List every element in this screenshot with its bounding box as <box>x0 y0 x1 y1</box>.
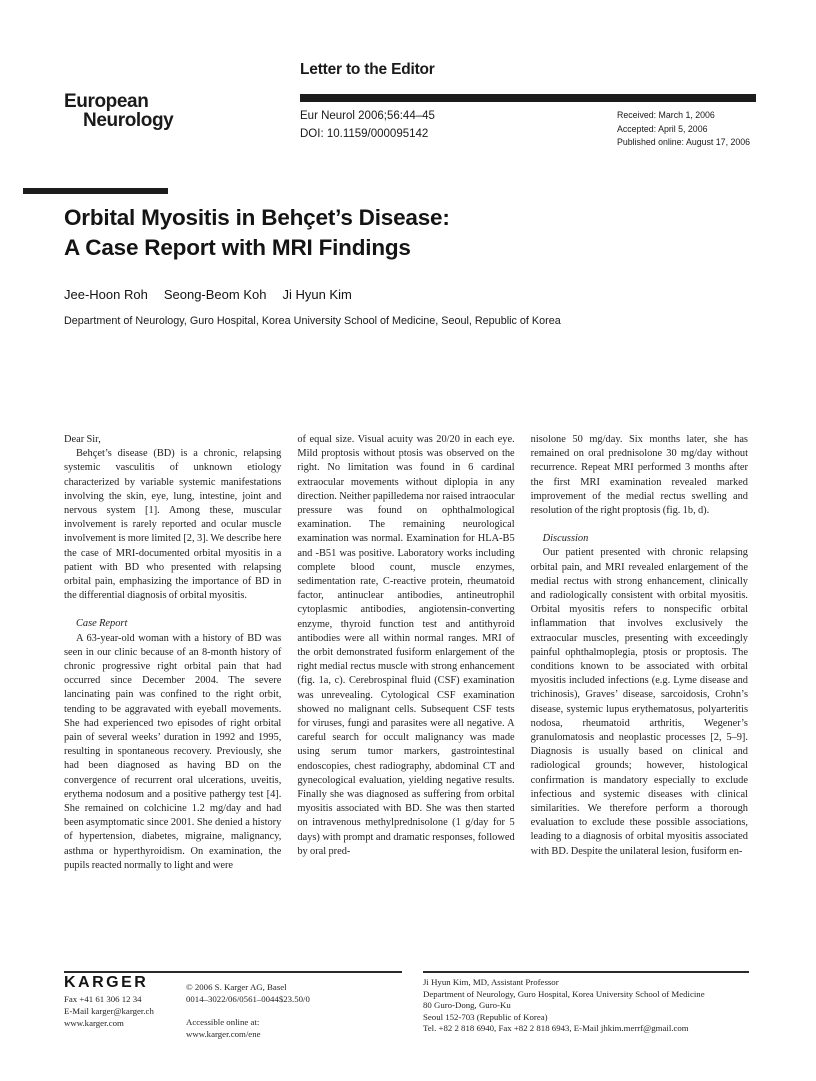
footer-spacer <box>186 1005 310 1016</box>
case-report-final-paragraph: nisolone 50 mg/day. Six months later, she has remained on oral prednisolone 30 mg/day without recurrence. Repeat MRI performed 3 months after the first MRI examination revealed marked improvement of the medial rectus swelling and resolution of the right proptosis (fig. 1b, d). <box>530 434 748 517</box>
discussion-heading: Discussion <box>542 533 589 545</box>
correspondent-city: Seoul 152-703 (Republic of Korea) <box>423 1011 548 1022</box>
online-access-label: Accessible online at: <box>186 1017 260 1027</box>
correspondence-block <box>423 977 705 1035</box>
correspondent-street: 80 Guro-Dong, Guro-Ku <box>423 1000 511 1010</box>
correspondent-department: Department of Neurology, Guro Hospital, Korea University School of Medicine <box>423 988 705 999</box>
journal-logo-line2: Neurology <box>83 110 174 131</box>
case-report-continued-paragraph: of equal size. Visual acuity was 20/20 in each eye. Mild proptosis without ptosis was observed on the right. No limitation was found in 6 cardinal extraocular movements without diplopia in any direction. Neither papilledema nor raised intraocular pressure was found on ophthalmological examination. The remaining neurological examination was normal. Examination for HLA-B5 and -B51 was positive. Laboratory works including complete blood count, muscle enzymes, sedimentation rate, C-reactive protein, rheumatoid factor, antinuclear antibodies, antineutrophil cytoplasmic antibodies, angiotensin-converting enzyme, thyroid function test and antithyroid antibodies were all within normal ranges. MRI of the orbit demonstrated fusiform enlargement of the right medial rectus muscle with strong enhancement (fig. 1a, c). Cerebrospinal fluid (CSF) examination was unrevealing. Cytological CSF examination showed no malignant cells. Subsequent CSF tests for viruses, fungi and parasites were all negative. A careful search for occult malignancy was made using serum tumor markers, gastrointestinal endoscopies, chest radiography, abdominal CT and gynecological evaluation, yielding negative results. Finally she was diagnosed as suffering from orbital myositis associated with BD. She was then started on intravenous methylprednisolone (1 g/day for 5 days) with prompt and dramatic responses, followed by oral pred- <box>297 434 515 857</box>
publisher-fax: Fax +41 61 306 12 34 <box>64 994 142 1004</box>
section-heading: Letter to the Editor <box>300 61 435 78</box>
article-dates-block <box>617 109 750 150</box>
doi-line: DOI: 10.1159/000095142 <box>300 127 429 140</box>
accepted-date: Accepted: April 5, 2006 <box>617 123 708 134</box>
publisher-email: E-Mail karger@karger.ch <box>64 1006 154 1016</box>
author-name: Jee-Hoon Roh <box>64 287 148 302</box>
citation-line: Eur Neurol 2006;56:44–45 <box>300 110 435 122</box>
correspondent-name: Ji Hyun Kim, MD, Assistant Professor <box>423 977 559 987</box>
footer-rule-right <box>423 971 749 973</box>
footer-rule-left <box>64 971 402 973</box>
author-affiliation: Department of Neurology, Guro Hospital, Korea University School of Medicine, Seoul, Republic of Korea <box>64 315 561 327</box>
intro-paragraph: Behçet’s disease (BD) is a chronic, relapsing systemic vasculitis of unknown etiology characterized by variable systemic manifestations involving the skin, eye, lung, intestine, joint and nervous system [1]. Among these, muscular involvement is rarely reported and ocular muscle involvement is more limited [2, 3]. We describe here the case of MRI-documented orbital myositis in a patient with BD who presented with relapsing orbital pain, emphasizing the importance of BD in the differential diagnosis of orbital myositis. <box>64 448 282 602</box>
article-title <box>64 203 450 263</box>
karger-logo: KARGER <box>64 974 149 991</box>
copyright-block <box>186 981 310 1040</box>
publisher-block <box>64 974 154 1029</box>
case-report-paragraph: A 63-year-old woman with a history of BD was seen in our clinic because of an 8-month history of chronic progressive right orbital pain that had occurred since December 2004. The severe lancinating pain was confined to the right orbit, tending to be aggravated with eyeball movements. She had experienced two episodes of right orbital pain of several weeks’ duration in 1992 and 1995, resulting in spontaneous recovery. Previously, she had been diagnosed as having BD on the convergence of recurrent oral ulcerations, uveitis, erythema nodosum and a positive pathergy test [4]. She remained on colchicine 1.2 mg/day and had been asymptomatic since 2001. She denied a history of hypertension, diabetes, migraine, malignancy, asthma or hyperthyroidism. On examination, the pupils reacted normally to light and were <box>64 632 282 871</box>
citation-block <box>300 108 435 143</box>
author-name: Seong-Beom Koh <box>163 287 267 302</box>
published-date: Published online: August 17, 2006 <box>617 137 751 147</box>
received-date: Received: March 1, 2006 <box>617 110 715 120</box>
case-report-heading: Case Report <box>76 618 128 630</box>
journal-logo-line1: European <box>64 91 149 112</box>
text-column-2 <box>297 433 514 967</box>
text-column-3 <box>531 433 748 967</box>
online-access-url: www.karger.com/ene <box>186 1029 261 1039</box>
author-name: Ji Hyun Kim <box>282 287 352 302</box>
discussion-paragraph: Our patient presented with chronic relapsing orbital pain, and MRI revealed enlargement of the medial rectus with strong enhancement, clinically and radiologically consistent with orbital myositis. Orbital myositis refers to nonspecific orbital inflammation that involves exclusively the extraocular muscles, presenting with exceedingly painful ophthalmoplegia, ptosis or proptosis. The conditions known to be associated with orbital myositis included infections (e.g. Lyme disease and trichinosis), Graves’ disease, sarcoidosis, Crohn’s disease, systemic lupus erythematosus, polyarteritis nodosa, rheumatoid arthritis, Wegener’s granulomatosis and neoplastic processes [2, 5–9]. Diagnosis is usually based on clinical and radiological grounds; however, histological confirmation is mandatory especially to exclude infectious and systemic diseases with clinical similarities. We therefore perform a thorough evaluation to exclude these possible associations, leading to a diagnosis of orbital myositis associated with BD. Despite the unilateral lesion, fusiform en- <box>530 547 748 857</box>
author-list <box>64 287 352 302</box>
salutation: Dear Sir, <box>64 434 101 445</box>
text-column-1 <box>64 433 281 967</box>
journal-logo <box>64 92 173 130</box>
publisher-website: www.karger.com <box>64 1018 124 1028</box>
issn-line: 0014–3022/06/0561–0044$23.50/0 <box>186 994 310 1004</box>
article-title-line2: A Case Report with MRI Findings <box>64 235 411 260</box>
header-divider-bar <box>300 94 756 102</box>
body-columns <box>64 433 748 967</box>
article-title-line1: Orbital Myositis in Behçet’s Disease: <box>64 205 450 230</box>
title-accent-bar <box>23 188 168 194</box>
correspondent-contact: Tel. +82 2 818 6940, Fax +82 2 818 6943, E-Mail jhkim.merrf@gmail.com <box>423 1023 689 1033</box>
copyright-line: © 2006 S. Karger AG, Basel <box>186 982 287 992</box>
